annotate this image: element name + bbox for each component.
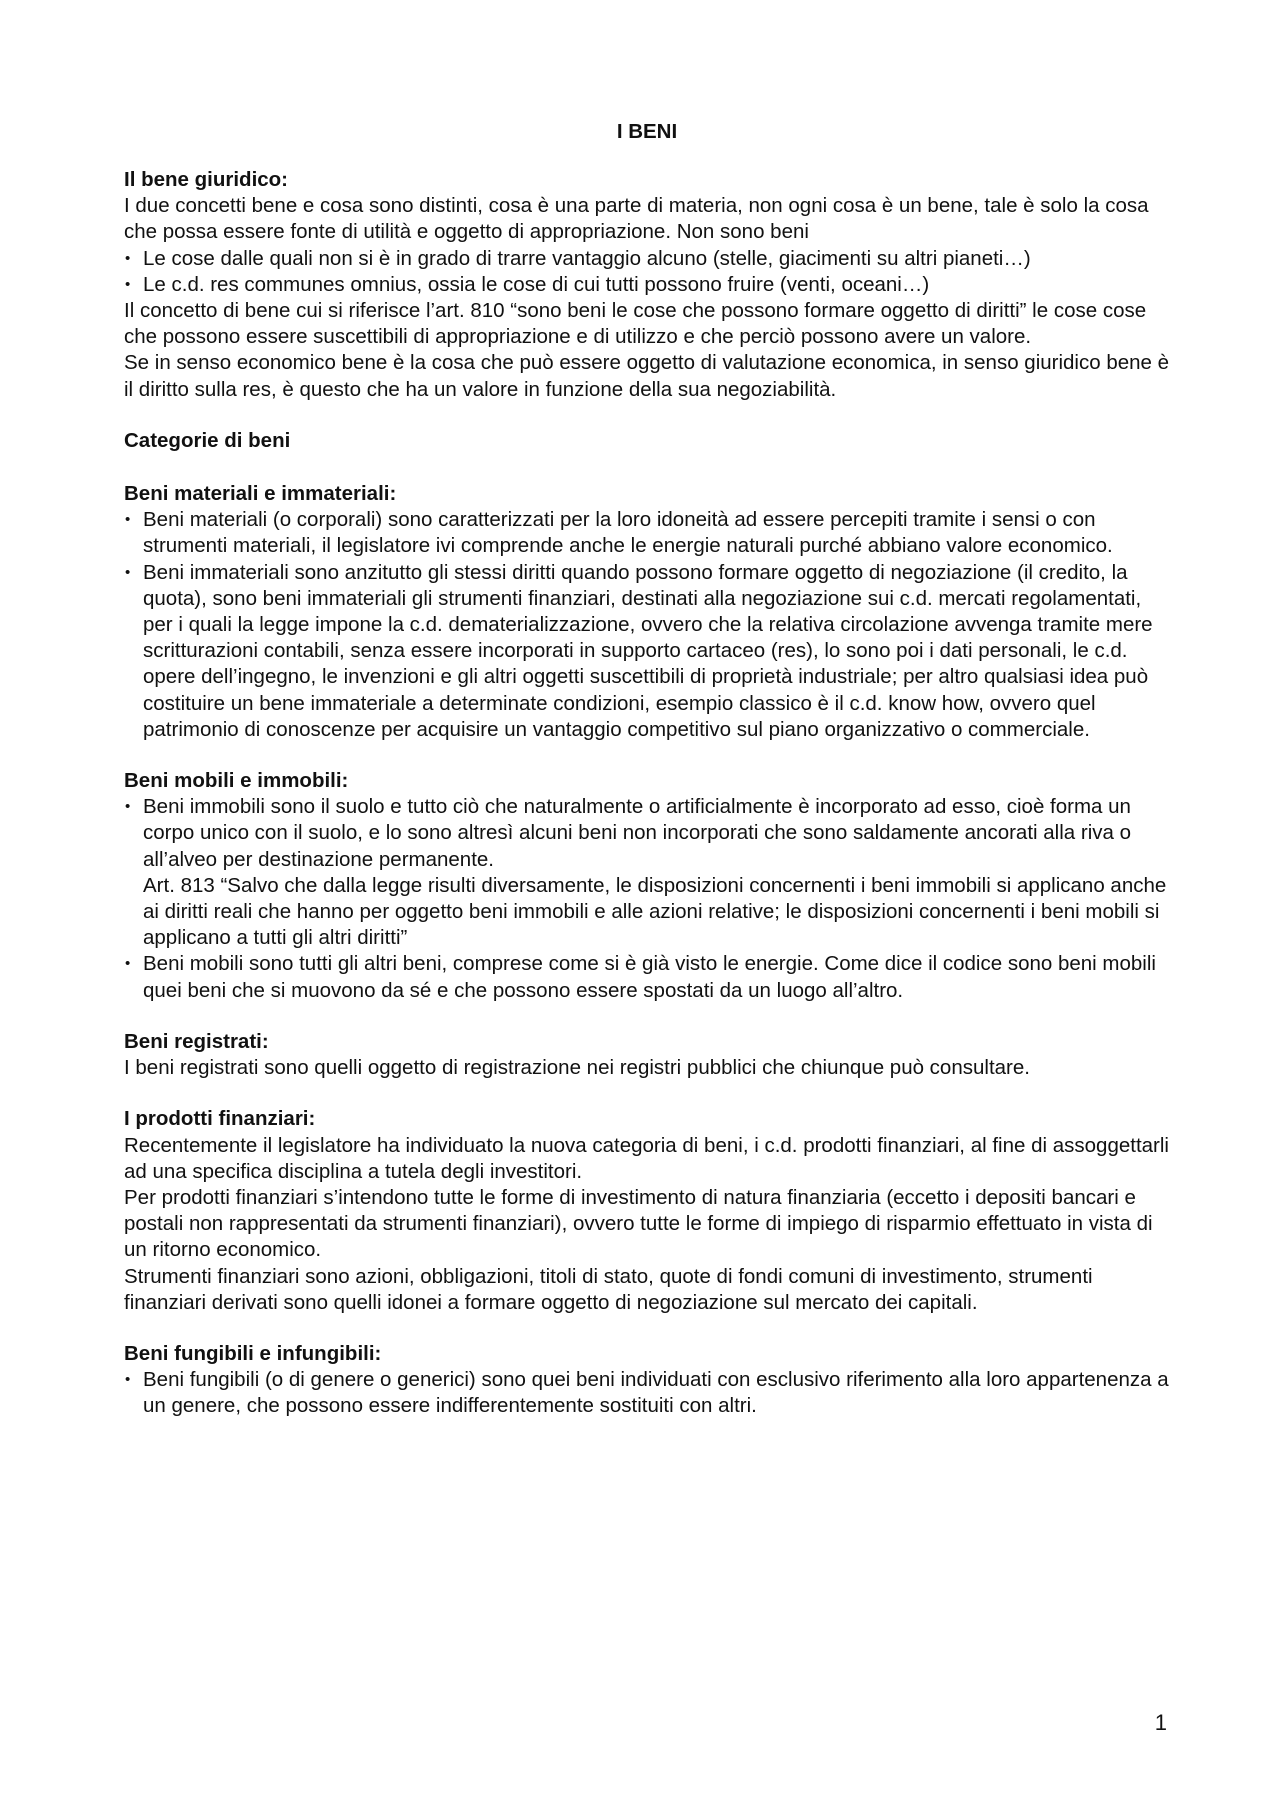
section-heading: Beni fungibili e infungibili:	[124, 1341, 382, 1365]
list-item: • Beni mobili sono tutti gli altri beni, comprese come si è già visto le energie. Come dice il codice sono beni mobili quei beni che si muovono da sé e che possono essere spostati da un luogo all’altro.	[124, 951, 1170, 1003]
paragraph: Se in senso economico bene è la cosa che può essere oggetto di valutazione economica, in senso giuridico bene è il diritto sulla res, è questo che ha un valore in funzione della sua negoziabilità.	[124, 351, 1170, 401]
section-heading: Beni registrati:	[124, 1029, 269, 1053]
list-item: • Beni fungibili (o di genere o generici) sono quei beni individuati con esclusivo riferimento alla loro appartenenza a un genere, che possono essere indifferentemente sostituiti con altri.	[124, 1367, 1170, 1419]
list-item: • Le c.d. res communes omnius, ossia le cose di cui tutti possono fruire (venti, oceani…)	[124, 272, 1170, 298]
paragraph: Strumenti finanziari sono azioni, obbligazioni, titoli di stato, quote di fondi comuni di investimento, strumenti finanziari derivati sono quelli idonei a formare oggetto di negoziazione sul mercato dei capitali.	[124, 1264, 1093, 1314]
document-title: I BENI	[616, 120, 678, 143]
bullet-list	[124, 794, 1170, 1004]
paragraph: Recentemente il legislatore ha individuato la nuova categoria di beni, i c.d. prodotti finanziari, al fine di assoggettarli ad una specifica disciplina a tutela degli investitori.	[124, 1133, 1169, 1183]
section-beni-registrati	[124, 1029, 1170, 1081]
bullet-list	[124, 507, 1170, 743]
article-quote: Art. 813 “Salvo che dalla legge risulti diversamente, le disposizioni concernenti i beni immobili si applicano anche ai diritti reali che hanno per oggetto beni immobili e alle azioni relative; le disposizioni concernenti i beni mobili si applicano a tutti gli altri diritti”	[143, 873, 1167, 950]
bullet-list	[124, 1367, 1170, 1419]
paragraph: I beni registrati sono quelli oggetto di registrazione nei registri pubblici che chiunque può consultare.	[124, 1056, 1030, 1080]
section-beni-materiali	[124, 481, 1170, 743]
list-item: • Beni materiali (o corporali) sono caratterizzati per la loro idoneità ad essere percepiti tramite i sensi o con strumenti materiali, il legislatore ivi comprende anche le energie naturali purché abbiano valore economico.	[124, 507, 1170, 559]
list-item: • Beni immateriali sono anzitutto gli stessi diritti quando possono formare oggetto di negoziazione (il credito, la quota), sono beni immateriali gli strumenti finanziari, destinati alla negoziazione sui c.d. mercati regolamentati, per i quali la legge impone la c.d. dematerializzazione, ovvero che la relativa circolazione avvenga tramite mere scritturazioni contabili, senza essere incorporati in supporto cartaceo (res), lo sono poi i dati personali, le c.d. opere dell’ingegno, le invenzioni e gli altri oggetti suscettibili di proprietà industriale; per altro qualsiasi idea può costituire un bene immateriale a determinate condizioni, esempio classico è il c.d. know how, ovvero quel patrimonio di conoscenze per acquisire un vantaggio competitivo sul piano organizzativo o commerciale.	[124, 560, 1170, 743]
list-item	[124, 794, 1170, 951]
paragraph: Per prodotti finanziari s’intendono tutte le forme di investimento di natura finanziaria (eccetto i depositi bancari e postali non rappresentati da strumenti finanziari), ovvero tutte le forme di impiego di risparmio effettuato in vista di un ritorno economico.	[124, 1185, 1153, 1262]
list-item: • Le cose dalle quali non si è in grado di trarre vantaggio alcuno (stelle, giacimenti su altri pianeti…)	[124, 246, 1170, 272]
section-heading: Beni materiali e immateriali:	[124, 482, 397, 506]
section-heading: Beni mobili e immobili:	[124, 769, 349, 793]
paragraph: Il concetto di bene cui si riferisce l’art. 810 “sono beni le cose che possono formare oggetto di diritti” le cose cose che possono essere suscettibili di appropriazione e di utilizzo e che perciò possono avere un valore.	[124, 299, 1147, 349]
bullet-list	[124, 246, 1170, 298]
section-heading: Il bene giuridico:	[124, 168, 289, 191]
paragraph: I due concetti bene e cosa sono distinti, cosa è una parte di materia, non ogni cosa è un bene, tale è solo la cosa che possa essere fonte di utilità e oggetto di appropriazione. Non sono beni	[124, 194, 1149, 244]
section-beni-fungibili	[124, 1341, 1170, 1420]
section-beni-mobili	[124, 768, 1170, 1004]
section-heading: Categorie di beni	[124, 428, 291, 452]
page-number: 1	[1154, 1710, 1167, 1735]
section-heading: I prodotti finanziari:	[124, 1107, 316, 1131]
list-item-text: Beni immobili sono il suolo e tutto ciò che naturalmente o artificialmente è incorporato ad esso, cioè forma un corpo unico con il suolo, e lo sono altresì alcuni beni non incorporati che sono saldamente ancorati alla riva o all’alveo per destinazione permanente.	[143, 795, 1132, 871]
section-categorie	[124, 428, 1170, 454]
page-content	[124, 119, 1170, 1420]
section-bene-giuridico	[124, 167, 1170, 403]
section-prodotti-finanziari	[124, 1106, 1170, 1316]
